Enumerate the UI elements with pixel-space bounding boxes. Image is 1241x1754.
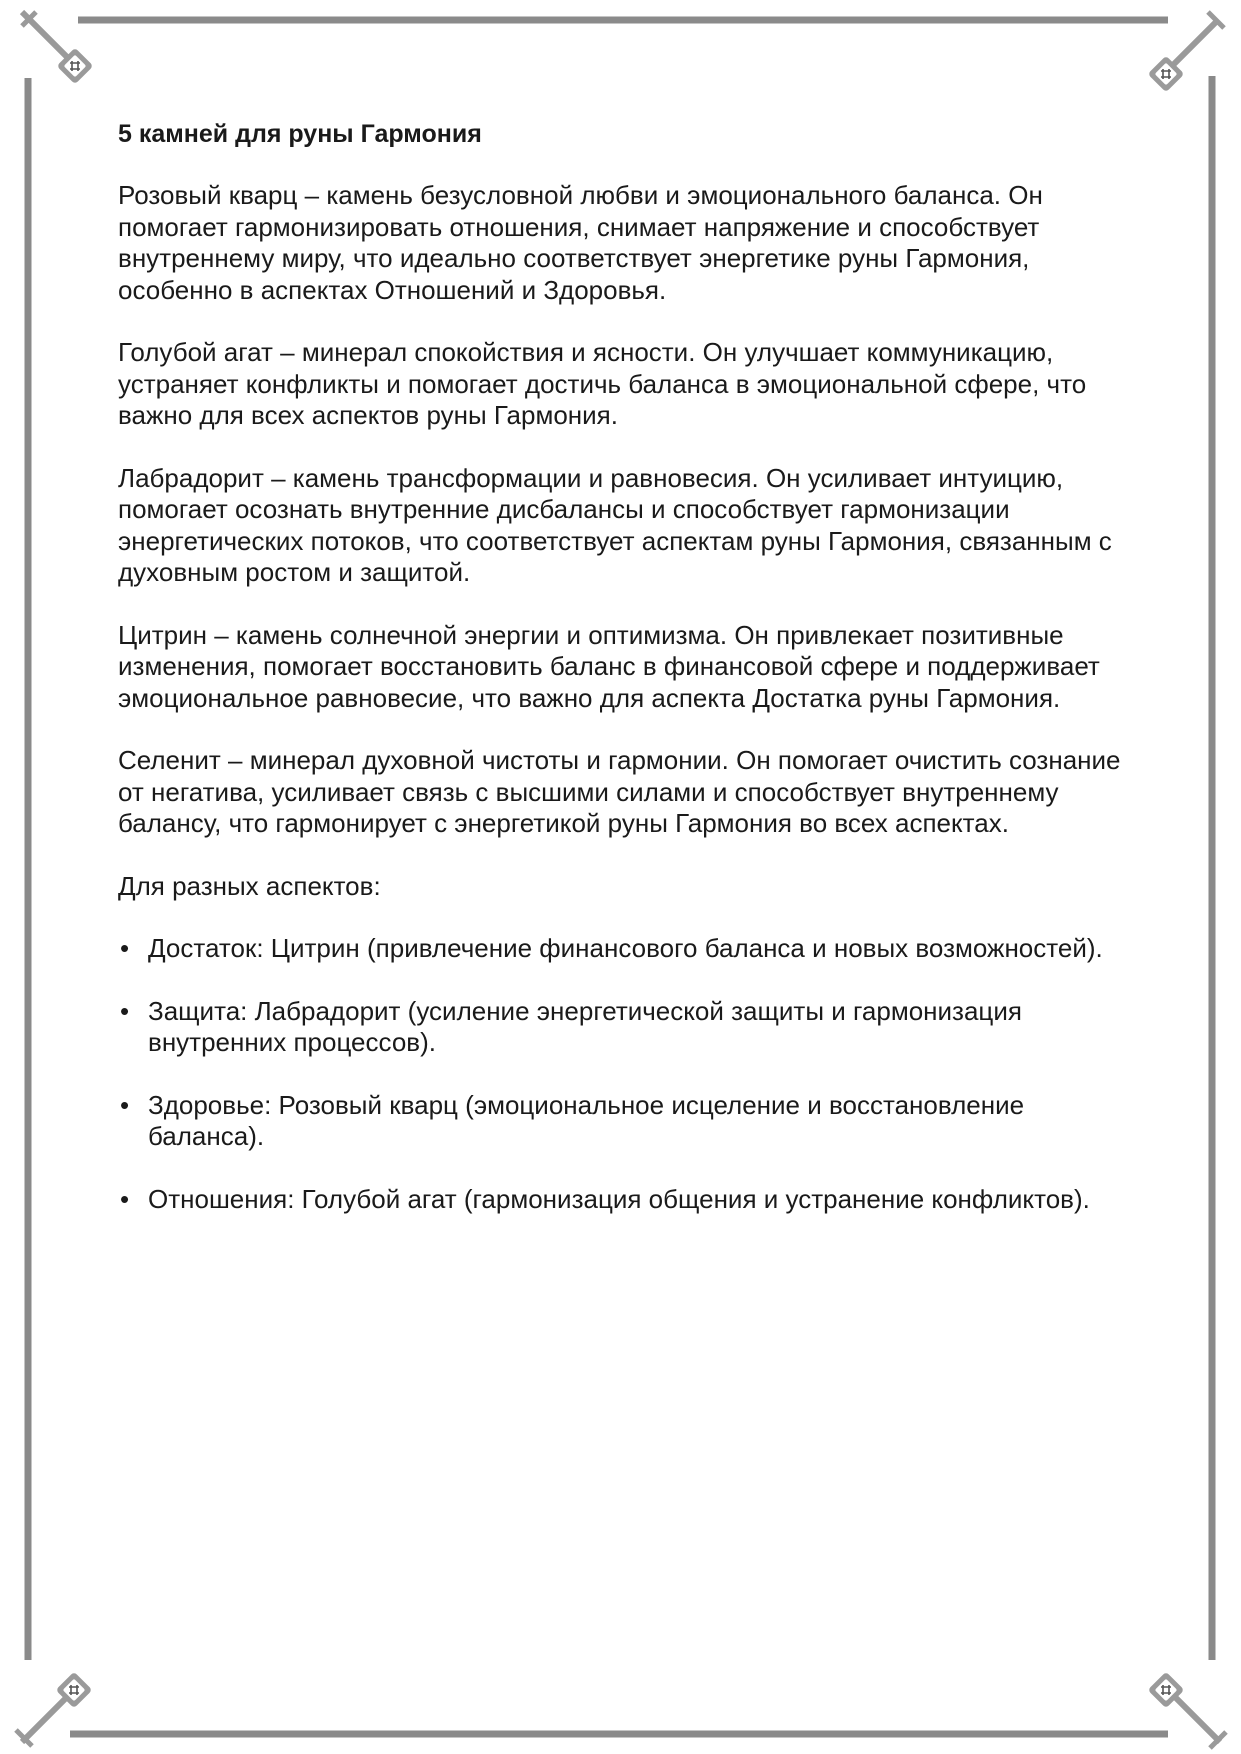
paragraph-rose-quartz: Розовый кварц – камень безусловной любви и эмоционального баланса. Он помогает гармонизировать отношения, снимает напряжение и способствует внутреннему миру, что идеально соответствует энергетике руны Гармония, особенно в аспектах Отношений и Здоровья. — [118, 180, 1043, 305]
aspect-text: Защита: Лабрадорит (усиление энергетической защиты и гармонизация внутренних процессов). — [148, 995, 1022, 1057]
document-content — [118, 118, 1128, 1246]
paragraph-blue-agate: Голубой агат – минерал спокойствия и ясности. Он улучшает коммуникацию, устраняет конфликты и помогает достичь баланса в эмоциональной сфере, что важно для всех аспектов руны Гармония. — [118, 337, 1087, 430]
paragraph-selenite: Селенит – минерал духовной чистоты и гармонии. Он помогает очистить сознание от негатива, усиливает связь с высшими силами и способствует внутреннему балансу, что гармонирует с энергетикой руны Гармония во всех аспектах. — [118, 745, 1121, 838]
aspect-text: Отношения: Голубой агат (гармонизация общения и устранение конфликтов). — [148, 1183, 1090, 1214]
bullet-icon: • — [120, 1183, 130, 1214]
list-item — [118, 1090, 1128, 1153]
aspects-list — [118, 933, 1128, 1215]
aspect-text: Здоровье: Розовый кварц (эмоциональное исцеление и восстановление баланса). — [148, 1089, 1025, 1151]
bullet-icon: • — [120, 1089, 130, 1120]
aspect-text: Достаток: Цитрин (привлечение финансового баланса и новых возможностей). — [148, 933, 1103, 963]
aspects-heading: Для разных аспектов: — [118, 870, 381, 901]
paragraph-labradorite: Лабрадорит – камень трансформации и равновесия. Он усиливает интуицию, помогает осознать внутренние дисбалансы и способствует гармонизации энергетических потоков, что соответствует аспектам руны Гармония, связанным с духовным ростом и защитой. — [118, 462, 1112, 587]
bullet-icon: • — [120, 933, 130, 963]
list-item — [118, 933, 1128, 965]
bullet-icon: • — [120, 995, 130, 1026]
list-item — [118, 996, 1128, 1059]
document-title: 5 камней для руны Гармония — [118, 120, 482, 148]
paragraph-citrine: Цитрин – камень солнечной энергии и оптимизма. Он привлекает позитивные изменения, помогает восстановить баланс в финансовой сфере и поддерживает эмоциональное равновесие, что важно для аспекта Достатка руны Гармония. — [118, 619, 1100, 713]
list-item — [118, 1184, 1128, 1216]
